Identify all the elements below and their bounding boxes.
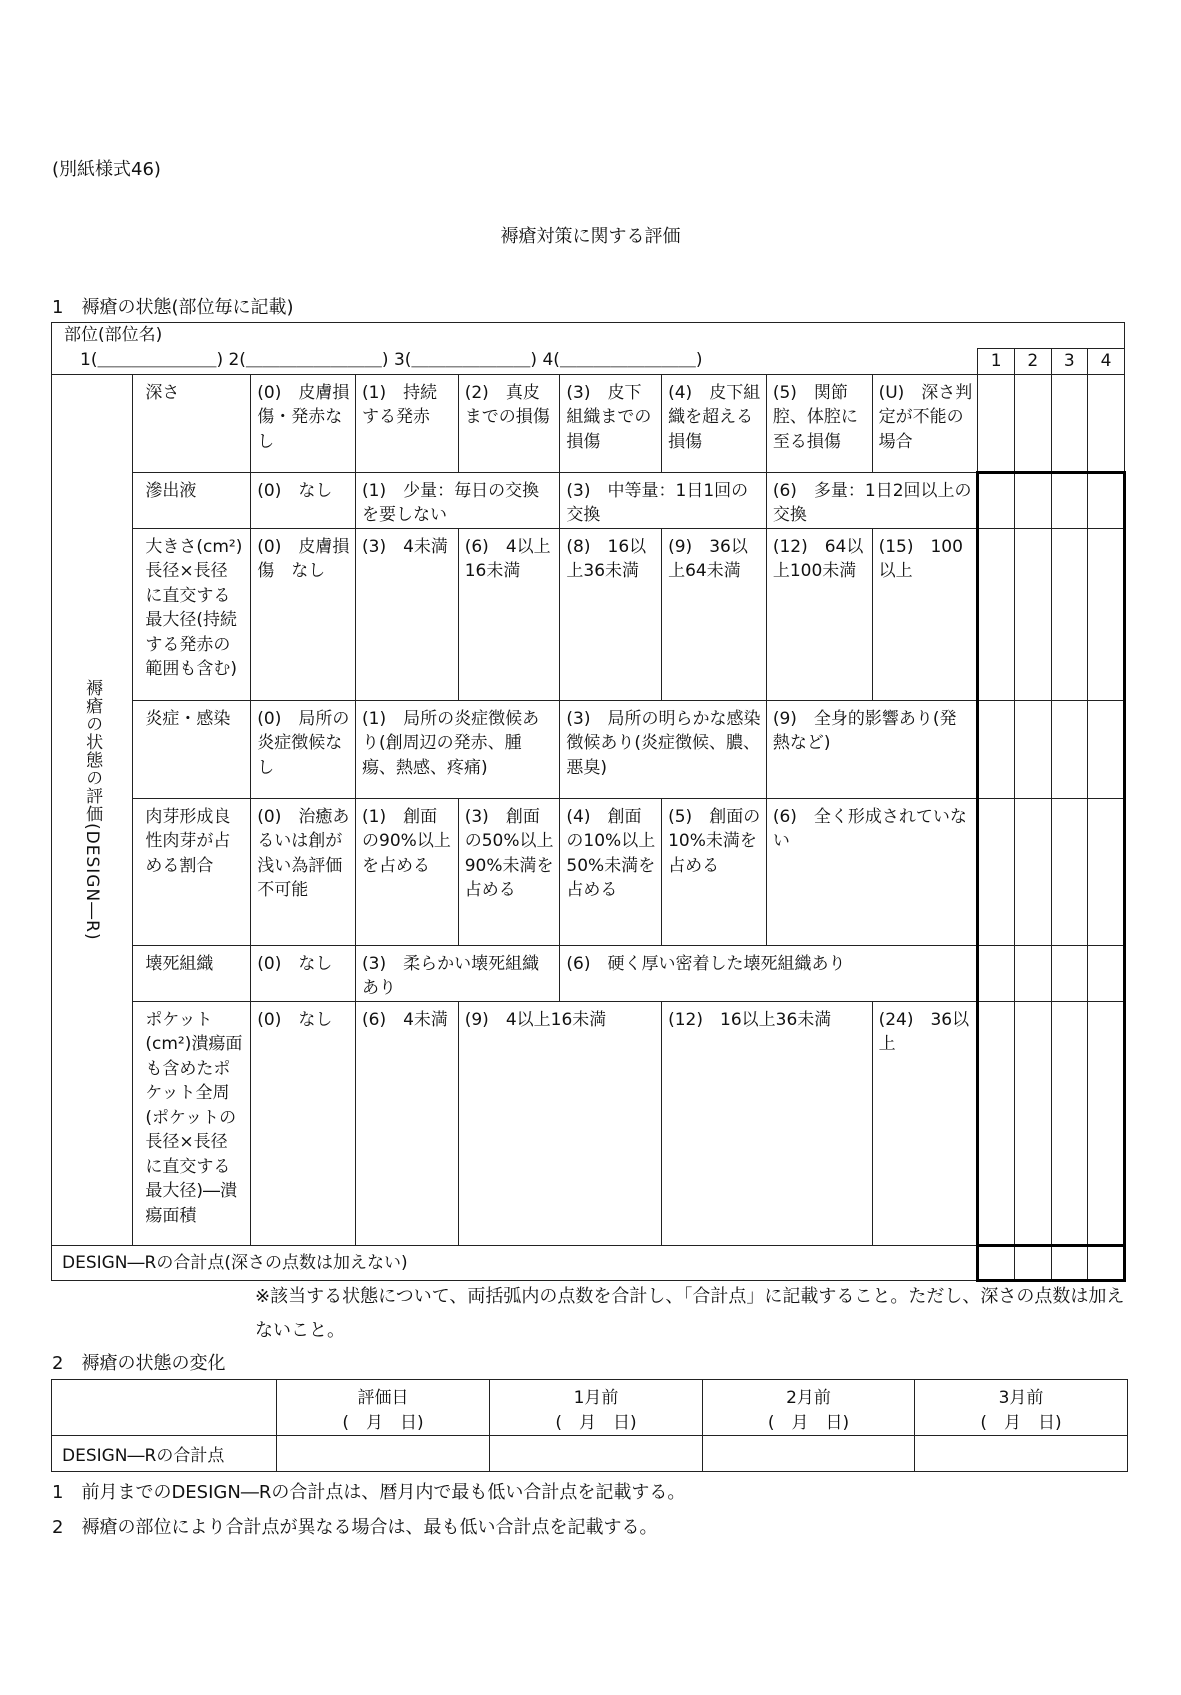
pocket-label: ポケット(cm²)潰瘍面も含めたポケット全周(ポケットの長径×長径に直交する最大径)―潰瘍面積: [133, 1001, 251, 1245]
size-option: (15) 100以上: [872, 528, 978, 700]
granulation-label: 肉芽形成良性肉芽が占める割合: [133, 798, 251, 945]
history-col-date: ( 月 日): [555, 1412, 637, 1433]
infection-score-3[interactable]: [1051, 700, 1088, 798]
total-label: DESIGN―Rの合計点(深さの点数は加えない): [52, 1245, 978, 1280]
granulation-option: (0) 治癒あるいは創が浅い為評価不可能: [251, 798, 356, 945]
pocket-option: (12) 16以上36未満: [662, 1001, 872, 1245]
depth-score-1[interactable]: [978, 374, 1015, 472]
depth-option: (0) 皮膚損傷・発赤なし: [251, 374, 356, 472]
infection-option: (3) 局所の明らかな感染徴候あり(炎症徴候、膿、悪臭): [560, 700, 766, 798]
exudate-score-1[interactable]: [978, 472, 1015, 528]
necrosis-score-3[interactable]: [1051, 945, 1088, 1001]
infection-score-2[interactable]: [1014, 700, 1051, 798]
infection-label: 炎症・感染: [133, 700, 251, 798]
history-row-label: DESIGN―Rの合計点: [52, 1436, 277, 1472]
pocket-option: (24) 36以上: [872, 1001, 978, 1245]
depth-option: (2) 真皮までの損傷: [458, 374, 560, 472]
history-col-name: 3月前: [998, 1387, 1044, 1408]
size-score-3[interactable]: [1051, 528, 1088, 700]
pocket-score-1[interactable]: [978, 1001, 1015, 1245]
site-col-2: 2: [1014, 348, 1051, 374]
granulation-score-3[interactable]: [1051, 798, 1088, 945]
depth-option: (U) 深さ判定が不能の場合: [872, 374, 978, 472]
granulation-option: (5) 創面の10%未満を占める: [662, 798, 767, 945]
history-value-1m[interactable]: [490, 1436, 703, 1472]
pocket-score-3[interactable]: [1051, 1001, 1088, 1245]
depth-score-2[interactable]: [1014, 374, 1051, 472]
infection-option: (9) 全身的影響あり(発熱など): [766, 700, 978, 798]
exudate-score-3[interactable]: [1051, 472, 1088, 528]
pocket-option: (9) 4以上16未満: [458, 1001, 661, 1245]
depth-option: (4) 皮下組織を超える損傷: [662, 374, 767, 472]
history-col-eval: [277, 1380, 490, 1436]
size-score-1[interactable]: [978, 528, 1015, 700]
granulation-score-2[interactable]: [1014, 798, 1051, 945]
design-r-table: [51, 322, 1126, 1282]
total-score-1[interactable]: [978, 1245, 1015, 1280]
pocket-score-4[interactable]: [1088, 1001, 1125, 1245]
pocket-option: (6) 4未満: [356, 1001, 459, 1245]
evaluation-group-label: 褥瘡の状態の評価(DESIGN―R): [82, 678, 103, 941]
exudate-score-2[interactable]: [1014, 472, 1051, 528]
document-title: 褥瘡対策に関する評価: [500, 226, 681, 247]
infection-option: (1) 局所の炎症徴候あり(創周辺の発赤、腫瘍、熱感、疼痛): [356, 700, 560, 798]
depth-score-4[interactable]: [1088, 374, 1125, 472]
depth-option: (3) 皮下組織までの損傷: [560, 374, 662, 472]
footnote-2: 2 褥瘡の部位により合計点が異なる場合は、最も低い合計点を記載する。: [52, 1517, 658, 1538]
infection-score-4[interactable]: [1088, 700, 1125, 798]
granulation-option: (1) 創面の90%以上を占める: [356, 798, 459, 945]
exudate-option: (3) 中等量：1日1回の交換: [560, 472, 766, 528]
infection-option: (0) 局所の炎症徴候なし: [251, 700, 356, 798]
history-col-name: 評価日: [357, 1387, 409, 1408]
exudate-option: (6) 多量：1日2回以上の交換: [766, 472, 978, 528]
history-value-eval[interactable]: [277, 1436, 490, 1472]
exudate-label: 滲出液: [133, 472, 251, 528]
size-option: (9) 36以上64未満: [662, 528, 767, 700]
pocket-option: (0) なし: [251, 1001, 356, 1245]
footnote-1: 1 前月までのDESIGN―Rの合計点は、暦月内で最も低い合計点を記載する。: [52, 1482, 686, 1503]
necrosis-score-4[interactable]: [1088, 945, 1125, 1001]
size-option: (3) 4未満: [356, 528, 459, 700]
history-col-name: 2月前: [786, 1387, 831, 1408]
evaluation-group-cell: [52, 374, 133, 1245]
necrosis-score-2[interactable]: [1014, 945, 1051, 1001]
size-score-2[interactable]: [1014, 528, 1051, 700]
size-label: 大きさ(cm²)長径×長径に直交する最大径(持続する発赤の範囲も含む): [133, 528, 251, 700]
history-col-date: ( 月 日): [767, 1412, 850, 1433]
total-score-2[interactable]: [1014, 1245, 1051, 1280]
history-col-date: ( 月 日): [980, 1412, 1062, 1433]
depth-option: (5) 関節腔、体腔に至る損傷: [766, 374, 872, 472]
exudate-score-4[interactable]: [1088, 472, 1125, 528]
necrosis-option: (6) 硬く厚い密着した壊死組織あり: [560, 945, 978, 1001]
form-number-label: (別紙様式46): [52, 159, 161, 180]
granulation-score-4[interactable]: [1088, 798, 1125, 945]
section-2-heading: 2 褥瘡の状態の変化: [52, 1353, 226, 1374]
size-option: (8) 16以上36未満: [560, 528, 662, 700]
total-score-4[interactable]: [1088, 1245, 1125, 1280]
granulation-option: (3) 創面の50%以上90%未満を占める: [458, 798, 560, 945]
granulation-option: (4) 創面の10%以上50%未満を占める: [560, 798, 662, 945]
history-col-2m: [703, 1380, 915, 1436]
necrosis-option: (3) 柔らかい壊死組織あり: [356, 945, 560, 1001]
history-col-date: ( 月 日): [342, 1412, 424, 1433]
history-table: [51, 1379, 1128, 1472]
pocket-score-2[interactable]: [1014, 1001, 1051, 1245]
site-col-4: 4: [1088, 348, 1125, 374]
history-value-2m[interactable]: [703, 1436, 915, 1472]
section-1-heading: 1 褥瘡の状態(部位毎に記載): [52, 297, 294, 318]
site-col-1: 1: [978, 348, 1015, 374]
depth-option: (1) 持続する発赤: [356, 374, 459, 472]
granulation-option: (6) 全く形成されていない: [766, 798, 978, 945]
size-option: (6) 4以上16未満: [458, 528, 560, 700]
granulation-score-1[interactable]: [978, 798, 1015, 945]
history-col-3m: [915, 1380, 1128, 1436]
necrosis-option: (0) なし: [251, 945, 356, 1001]
history-value-3m[interactable]: [915, 1436, 1128, 1472]
necrosis-label: 壊死組織: [133, 945, 251, 1001]
exudate-option: (0) なし: [251, 472, 356, 528]
site-name-fields[interactable]: 1(＿＿＿＿＿＿＿) 2(＿＿＿＿＿＿＿＿) 3(＿＿＿＿＿＿＿) 4(＿＿＿＿＿＿＿＿): [52, 348, 978, 374]
history-col-name: 1月前: [573, 1387, 619, 1408]
infection-score-1[interactable]: [978, 700, 1015, 798]
site-header: 部位(部位名): [52, 323, 1125, 349]
depth-label: 深さ: [133, 374, 251, 472]
necrosis-score-1[interactable]: [978, 945, 1015, 1001]
size-option: (12) 64以上100未満: [766, 528, 872, 700]
size-option: (0) 皮膚損傷 なし: [251, 528, 356, 700]
site-col-3: 3: [1051, 348, 1088, 374]
total-score-3[interactable]: [1051, 1245, 1088, 1280]
scoring-note: ※該当する状態について、両括弧内の点数を合計し、「合計点」に記載すること。ただし、深さの点数は加えないこと。: [255, 1286, 1125, 1341]
exudate-option: (1) 少量：毎日の交換を要しない: [356, 472, 560, 528]
history-col-1m: [490, 1380, 703, 1436]
size-score-4[interactable]: [1088, 528, 1125, 700]
depth-score-3[interactable]: [1051, 374, 1088, 472]
history-corner-cell: [52, 1380, 277, 1436]
